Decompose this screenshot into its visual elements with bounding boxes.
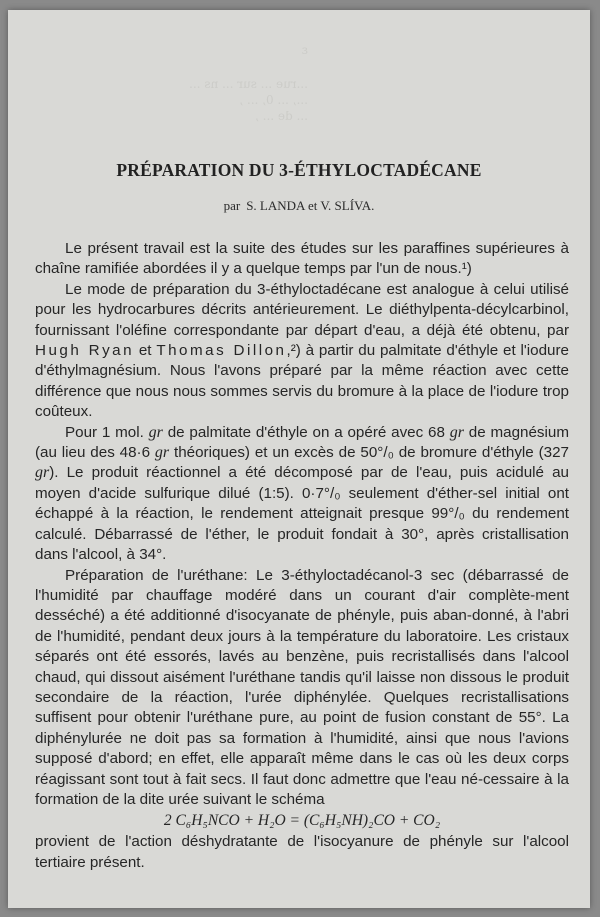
- text-run: ). Le produit réactionnel a été décomposé par de l'eau, puis acidulé au moyen d'acide sulfurique dilué (1:5). 0·7°/₀ seulement d'éther-sel initial ont échappé à la réaction, le rendement atteignait presque 99°/₀ du rendement calculé. Débarrassé de l'éther, le produit fondait à 30°, après cristallisation dans l'alcool, à 34°.: [35, 464, 569, 564]
- paragraph-1: Le présent travail est la suite des études sur les paraffines supérieures à chaîne ramifiée abordées il y a quelque temps par l'un de nous.¹): [35, 240, 569, 278]
- text-run: Le mode de préparation du 3-éthyloctadécane est analogue à celui utilisé pour les hydrocarbures décrits antérieurement. Le diéthylpenta-décylcarbinol, fournissant l'oléfine correspondante par départ d'eau, a déjà été obtenu, par: [35, 280, 569, 339]
- bleed-through-text: [48, 42, 308, 124]
- article-authors: [8, 198, 590, 214]
- bleed-line: ...rue ... sur ... ns ...: [189, 77, 308, 91]
- text-run: ,²) à partir du palmitate d'éthyle et l'iodure d'éthylmagnésium. Nous l'avons préparé par la même réaction avec cette différence que nous nous sommes servis du bromure à la place de l'iodure trop coûteux.: [35, 342, 569, 421]
- text-run: de magnésium (au lieu des 48·6: [35, 423, 569, 462]
- unit-gram: gr: [35, 464, 50, 482]
- unit-gram: gr: [148, 423, 163, 441]
- article-title: PRÉPARATION DU 3-ÉTHYLOCTADÉCANE: [116, 160, 482, 180]
- text-run: de palmitate d'éthyle on a opéré avec 68: [162, 423, 450, 441]
- paragraph-3: [35, 423, 569, 566]
- text-run: et: [134, 342, 157, 360]
- unit-gram: gr: [449, 423, 464, 441]
- author-ref-name: Thomas Dillon: [156, 342, 287, 360]
- text-run: Pour 1 mol.: [65, 423, 149, 441]
- paragraph-4: Préparation de l'uréthane: Le 3-éthyloctadécanol-3 sec (débarrassé de l'humidité par chauffage modéré dans un courant d'air complète-ment desséché) a été additionné d'isocyanate de phényle, puis aban-donné, à l'abri de l'humidité, pendant deux jours à la température du laboratoire. Les cristaux séparés ont été essorés, lavés au benzène, puis recristallisés dans l'alcool chaud, qui dissout aisément l'uréthane tandis qu'il laisse non dissous le produit secondaire de la réaction, l'urée diphénylée. Quelques recristallisations suffisent pour obtenir l'uréthane pure, au point de fusion constant de 55°. La diphénylurée ne doit pas sa formation à l'humidité, ainsi que nous l'avions supposé d'abord; en effet, elle apparaît même dans le cas où les deux corps réagissant sont tout à fait secs. Il faut donc admettre que l'eau né-cessaire à la formation de la dite urée suivant le schéma: [35, 566, 569, 808]
- authors-prefix: par: [223, 198, 241, 213]
- author-ref-name: Hugh Ryan: [35, 342, 135, 360]
- article-body: [35, 239, 569, 873]
- page-sheet: [8, 10, 590, 908]
- formula-text: 2 C₆H₅NCO + H₂O = (C₆H₅NH)₂CO + CO₂: [163, 812, 441, 830]
- reaction-formula: [35, 810, 569, 832]
- paragraph-5: provient de l'action déshydratante de l'isocyanure de phényle sur l'alcool tertiaire présent.: [35, 833, 569, 871]
- bleed-line: ε: [301, 43, 308, 57]
- text-run: théoriques) et un excès de 50°/₀ de bromure d'éthyle (327: [169, 444, 570, 462]
- bleed-line: ..., ... 0, ... ,: [239, 93, 308, 107]
- unit-gram: gr: [154, 444, 170, 462]
- bleed-line: ... de ... ,: [255, 109, 308, 123]
- paragraph-2: [35, 280, 569, 423]
- author-names: S. LANDA et V. SLÍVA.: [246, 198, 375, 213]
